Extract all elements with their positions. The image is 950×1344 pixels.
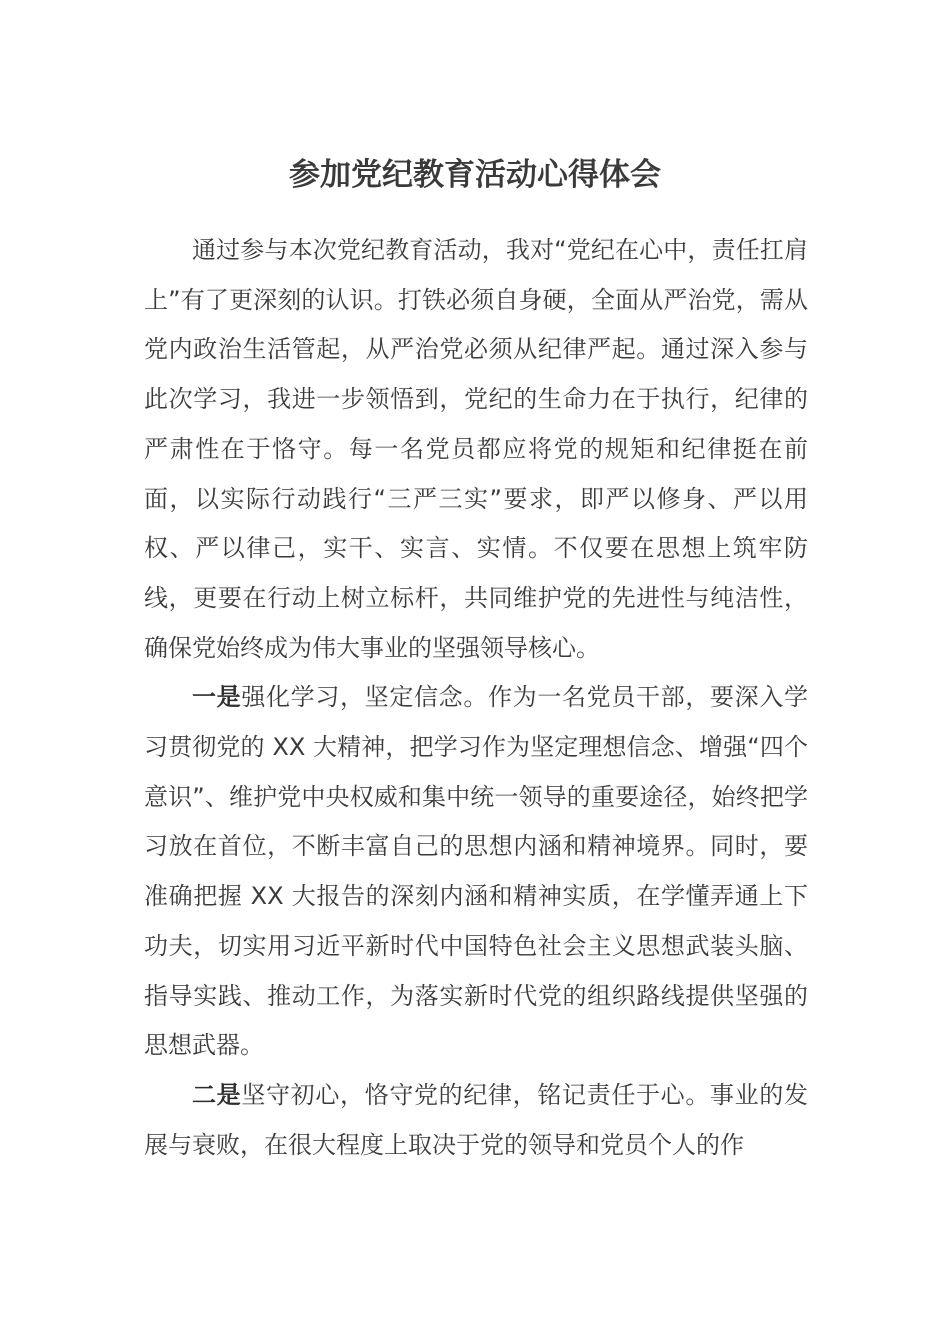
paragraph-text: 通过参与本次党纪教育活动，我对“党纪在心中，责任扛肩上”有了更深刻的认识。打铁必须自身硬，全面从严治党，需从党内政治生活管起，从严治党必须从纪律严起。通过深入参与此次学习，我进一步领悟到，党纪的生命力在于执行，纪律的严肃性在于恪守。每一名党员都应将党的规矩和纪律挺在前面，以实际行动践行“三严三实”要求，即严以修身、严以用权、严以律己，实干、实言、实情。不仅要在思想上筑牢防线，更要在行动上树立标杆，共同维护党的先进性与纯洁性，确保党始终成为伟大事业的坚强领导核心。 [144, 236, 808, 662]
paragraph-point-one [144, 673, 808, 1071]
paragraph-point-two [144, 1071, 808, 1170]
paragraph-text: 强化学习，坚定信念。作为一名党员干部，要深入学习贯彻党的 XX 大精神，把学习作为坚定理想信念、增强“四个意识”、维护党中央权威和集中统一领导的重要途径，始终把学习放在首位，不断丰富自己的思想内涵和精神境界。同时，要准确把握 XX 大报告的深刻内涵和精神实质，在学懂弄通上下功夫，切实用习近平新时代中国特色社会主义思想武装头脑、指导实践、推动工作，为落实新时代党的组织路线提供坚强的思想武器。 [144, 683, 809, 1060]
document-title: 参加党纪教育活动心得体会 [289, 157, 661, 193]
paragraph-text: 坚守初心，恪守党的纪律，铭记责任于心。事业的发展与衰败，在很大程度上取决于党的领导和党员个人的作 [144, 1080, 809, 1159]
paragraph-lead: 二是 [192, 1080, 242, 1109]
paragraph-lead: 一是 [192, 683, 242, 712]
document-body [144, 226, 808, 1170]
paragraph-intro [144, 226, 808, 673]
